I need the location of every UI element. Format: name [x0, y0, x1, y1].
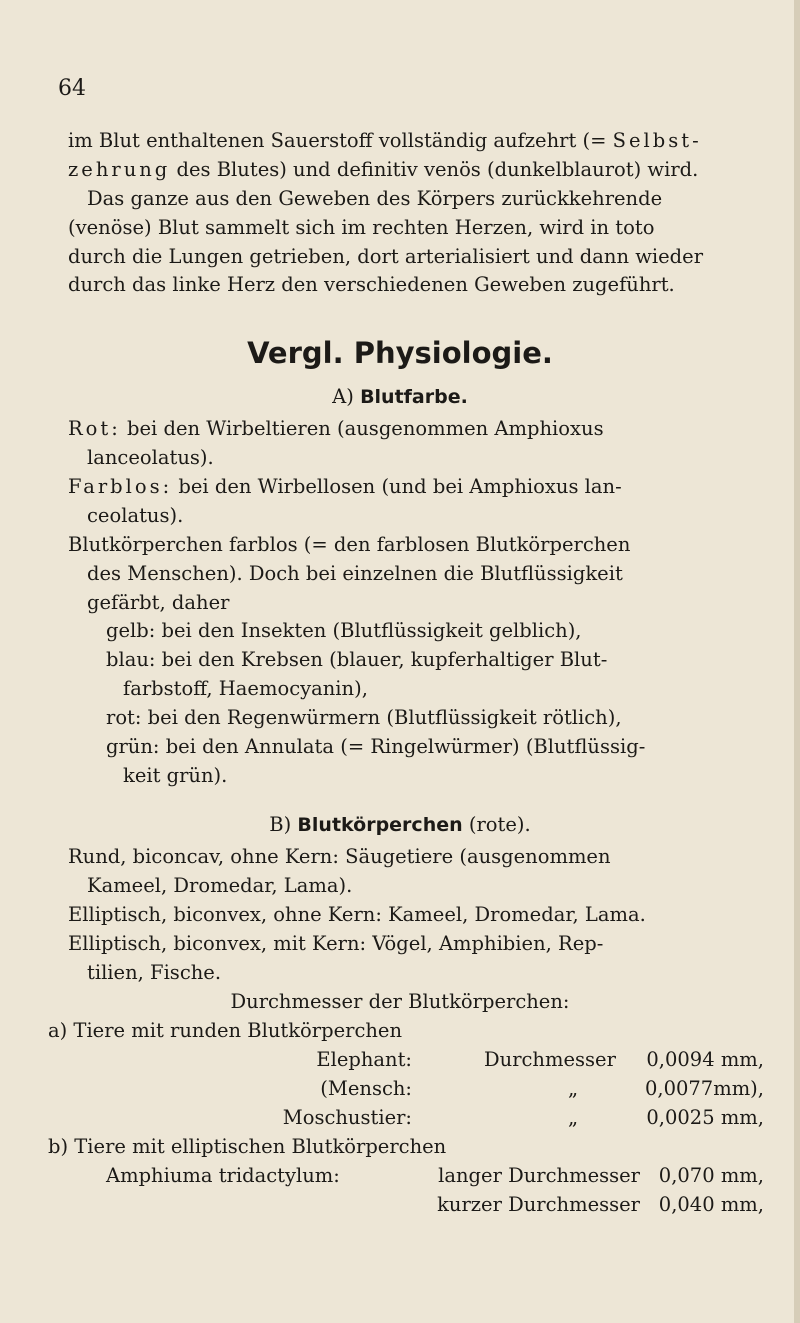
elliptic-value-2: 0,040 mm,: [658, 1193, 764, 1216]
blut-line-2: des Menschen). Doch bei einzelnen die Blutflüssigkeit: [87, 562, 623, 585]
rot-line-2: lanceolatus).: [87, 446, 214, 469]
section-a-heading: [0, 384, 800, 410]
intro-line-3: Das ganze aus den Geweben des Körpers zurückkehrende: [87, 187, 663, 210]
intro-line-1-text: im Blut enthaltenen Sauerstoff vollständig aufzehrt (=: [68, 129, 607, 152]
round-measure-1: Durchmesser: [484, 1048, 616, 1071]
durchmesser-heading: Durchmesser der Blutkörperchen:: [230, 990, 570, 1013]
round-measure-3: „: [568, 1106, 579, 1129]
farblos-line-2: ceolatus).: [87, 504, 184, 527]
rot-line-1: [68, 416, 604, 442]
round-animal-1: Elephant:: [316, 1048, 412, 1071]
elliptic-value-1: 0,070 mm,: [658, 1164, 764, 1187]
farblos-label: Farblos:: [68, 475, 173, 498]
intro-line-6: durch das linke Herz den verschiedenen Geweben zugeführt.: [68, 273, 675, 296]
section-b-title: Blutkörperchen: [297, 814, 463, 836]
color-blau: blau: bei den Krebsen (blauer, kupferhaltiger Blut-: [106, 648, 608, 671]
section-a-prefix: A): [332, 385, 354, 408]
color-rot: rot: bei den Regenwürmern (Blutflüssigkeit rötlich),: [106, 706, 622, 729]
elliptic-heading: b) Tiere mit elliptischen Blutkörperchen: [48, 1135, 447, 1158]
intro-line-4: (venöse) Blut sammelt sich im rechten Herzen, wird in toto: [68, 216, 655, 239]
rot-text-1: bei den Wirbeltieren (ausgenommen Amphioxus: [127, 417, 604, 440]
zehrung-word: zehrung: [68, 158, 171, 181]
color-gruen: grün: bei den Annulata (= Ringelwürmer) (Blutflüssig-: [106, 735, 646, 758]
round-measure-2: „: [568, 1077, 579, 1100]
b-line-3: Elliptisch, biconvex, ohne Kern: Kameel, Dromedar, Lama.: [68, 903, 646, 926]
b-line-4: Elliptisch, biconvex, mit Kern: Vögel, Amphibien, Rep-: [68, 932, 604, 955]
round-value-2: 0,0077mm),: [644, 1077, 764, 1100]
intro-line-2-text: des Blutes) und definitiv venös (dunkelblaurot) wird.: [176, 158, 699, 181]
b-line-5: tilien, Fische.: [87, 961, 222, 984]
elliptic-measure-1: langer Durchmesser: [438, 1164, 640, 1187]
farblos-line-1: [68, 474, 622, 500]
section-b-prefix: B): [269, 813, 292, 836]
blut-line-3: gefärbt, daher: [87, 591, 230, 614]
color-blau-cont: farbstoff, Haemocyanin),: [123, 677, 368, 700]
elliptic-animal-1: Amphiuma tridactylum:: [106, 1164, 340, 1187]
section-b-heading: [0, 812, 800, 838]
intro-line-2: [68, 157, 698, 183]
intro-line-1: [68, 128, 702, 154]
selbst-word: Selbst-: [612, 129, 702, 152]
farblos-text-1: bei den Wirbellosen (und bei Amphioxus lan-: [178, 475, 622, 498]
blut-line-1: Blutkörperchen farblos (= den farblosen Blutkörperchen: [68, 533, 631, 556]
intro-line-5: durch die Lungen getrieben, dort arterialisiert und dann wieder: [68, 245, 704, 268]
section-b-suffix: (rote).: [468, 813, 531, 836]
round-animal-2: (Mensch:: [320, 1077, 412, 1100]
b-line-1: Rund, biconcav, ohne Kern: Säugetiere (ausgenommen: [68, 845, 611, 868]
section-a-title: Blutfarbe.: [360, 386, 468, 408]
b-line-2: Kameel, Dromedar, Lama).: [87, 874, 353, 897]
elliptic-measure-2: kurzer Durchmesser: [437, 1193, 640, 1216]
page-edge: [794, 0, 800, 1323]
page-number: 64: [58, 76, 86, 101]
color-gelb: gelb: bei den Insekten (Blutflüssigkeit gelblich),: [106, 619, 582, 642]
section-title: Vergl. Physiologie.: [247, 336, 553, 370]
rot-label: Rot:: [68, 417, 121, 440]
round-heading: a) Tiere mit runden Blutkörperchen: [48, 1019, 403, 1042]
round-animal-3: Moschustier:: [282, 1106, 412, 1129]
round-value-3: 0,0025 mm,: [646, 1106, 764, 1129]
color-gruen-cont: keit grün).: [123, 764, 228, 787]
round-value-1: 0,0094 mm,: [646, 1048, 764, 1071]
